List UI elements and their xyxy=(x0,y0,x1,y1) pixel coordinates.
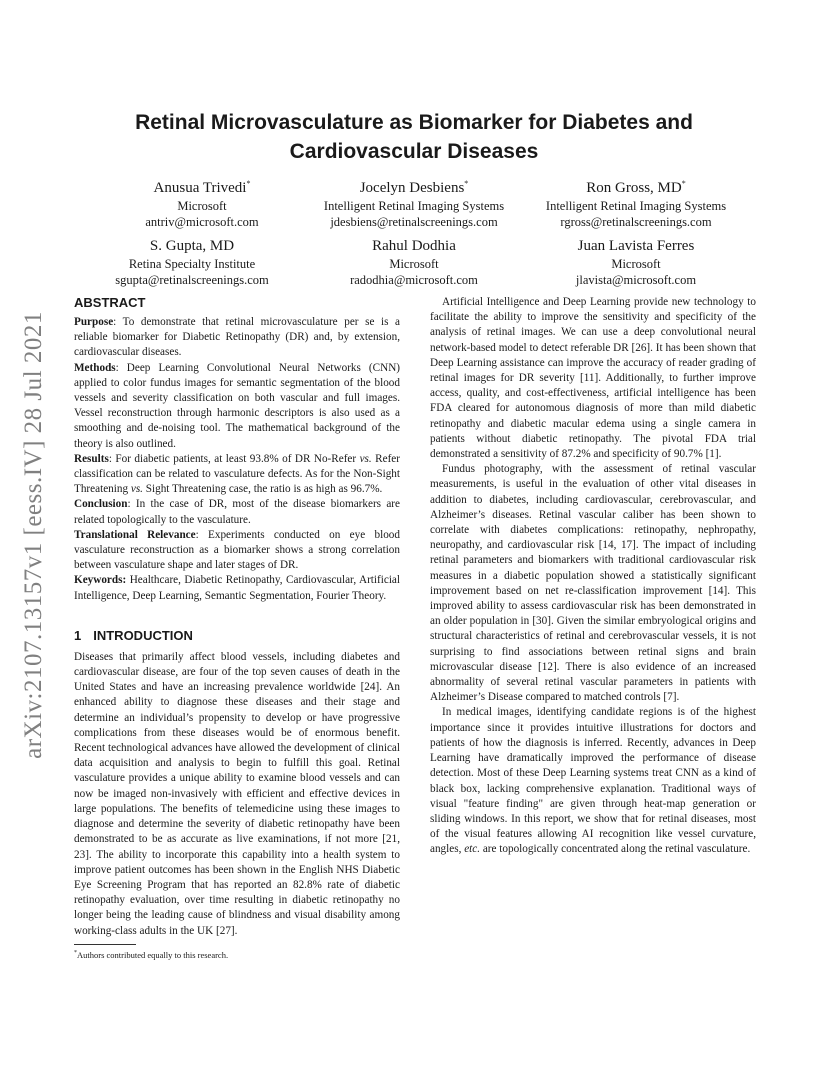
arxiv-stamp-text: arXiv:2107.13157v1 [eess.IV] 28 Jul 2021 xyxy=(20,311,47,759)
equal-contribution-mark: * xyxy=(246,179,251,188)
author-email: antriv@microsoft.com xyxy=(145,215,259,229)
results-vs: vs. xyxy=(359,452,372,465)
relevance-text: : Experiments conducted on eye blood vasculature reconstruction as a biomarker shows a strong correlation between vasculature shape and later stages of DR. xyxy=(74,528,400,572)
intro-paragraph-1: Diseases that primarily affect blood vessels, including diabetes and cardiovascular disease, are four of the top seven causes of death in the United States and have an increasing prevalence worldwide [24]. An enhanced ability to diagnose these diseases and their stage and determine an individual’s propensity to develop or have progressive complications from these diseases would be of enormous benefit. Recent technological advances have allowed the development of clinical data acquisition and analysis to begin to fulfill this goal. Retinal vasculature provides a unique ability to examine blood vessels and can now be imaged non-invasively with efficient and effective devices in large populations. The benefits of telemedicine using these images to diagnose and determine the severity of diabetic retinopathy have been demonstrated to be as accurate as live examinations, if not more [21, 23]. The ability to incorporate this capability into a health system to improve patient outcomes has been shown in the English NHS Diabetic Eye Screening Program that has reported an 82.8% rate of diabetic retinopathy evaluation, over time resulting in diabetic retinopathy no longer being the leading cause of blindness and visual disability among working-class adults in the UK [27]. xyxy=(74,650,400,937)
author-email: sgupta@retinalscreenings.com xyxy=(115,273,269,287)
abstract-results xyxy=(74,452,400,498)
footnote xyxy=(74,948,228,961)
author-name: Jocelyn Desbiens xyxy=(359,180,465,196)
section-heading-introduction xyxy=(74,628,400,644)
section-number: 1 xyxy=(74,627,82,643)
title-line-1: Retinal Microvasculature as Biomarker for Diabetes and xyxy=(135,111,693,134)
paper-title xyxy=(80,108,748,166)
purpose-text: : To demonstrate that retinal microvasculature per se is a reliable biomarker for Diabetic Retinopathy (DR) and, by extension, cardiovascular diseases. xyxy=(74,316,400,359)
author-name: Juan Lavista Ferres xyxy=(577,238,695,254)
keywords-text: Healthcare, Diabetic Retinopathy, Cardiovascular, Artificial Intelligence, Deep Learning, Semantic Segmentation, Fourier Theory. xyxy=(74,574,400,602)
author-affiliation: Retina Specialty Institute xyxy=(128,257,256,271)
methods-label: Methods xyxy=(74,361,116,374)
results-text: : For diabetic patients, at least 93.8% of DR No-Refer xyxy=(108,452,360,465)
author-block xyxy=(72,236,312,288)
results-text: Sight Threatening case, the ratio is as high as 96.7%. xyxy=(142,483,383,496)
intro-paragraph-4-text: In medical images, identifying candidate regions is of the highest importance since it provides intuitive illustrations for doctors and patients of how the diagnosis is inferred. Recently, advances in Deep Learning have dramatically improved the performance of disease detection. Most of these Deep Learning systems treat CNN as a kind of black box, lacking comprehensive explanation. Traditional ways of visual "feature finding" are given through heat-map generation or sliding windows. In this report, we show that for retinal diseases, most of the visual features allowing AI recognition like vessel curvature, angles, xyxy=(430,706,756,856)
author-block xyxy=(294,236,534,288)
author-name: S. Gupta, MD xyxy=(149,238,235,254)
footnote-text: Authors contributed equally to this research. xyxy=(77,949,229,960)
author-email: rgross@retinalscreenings.com xyxy=(560,215,712,229)
author-affiliation: Microsoft xyxy=(177,199,227,213)
footnote-divider xyxy=(74,944,136,945)
equal-contribution-mark: * xyxy=(464,179,469,188)
author-name: Rahul Dodhia xyxy=(372,238,456,254)
methods-text: : Deep Learning Convolutional Neural Networks (CNN) applied to color fundus images for semantic segmentation of the blood vessels and severity classification on both vascular and full images. Vessel reconstruction through harmonic descriptors is also used as a smoothing and de-noising tool. The mathematical background of the theory is also outlined. xyxy=(74,361,400,450)
equal-contribution-mark: * xyxy=(681,179,686,188)
author-name: Anusua Trivedi xyxy=(153,180,247,196)
author-email: jdesbiens@retinalscreenings.com xyxy=(330,215,498,229)
intro-paragraph-4 xyxy=(430,705,756,857)
footnote-mark: * xyxy=(74,950,77,956)
results-text: Refer classification can be related to vasculature defects. As for the Non-Sight Threatening xyxy=(74,452,400,496)
author-email: jlavista@microsoft.com xyxy=(575,273,697,287)
author-block xyxy=(516,174,756,230)
keywords-label: Keywords: xyxy=(74,574,127,587)
abstract-keywords xyxy=(74,573,400,603)
author-affiliation: Microsoft xyxy=(389,257,439,271)
author-affiliation: Microsoft xyxy=(611,257,661,271)
author-block xyxy=(82,174,322,230)
right-column xyxy=(430,295,756,858)
author-name: Ron Gross, MD xyxy=(586,180,682,196)
abstract-methods xyxy=(74,361,400,452)
author-block xyxy=(294,174,534,230)
left-column xyxy=(74,295,400,939)
author-affiliation: Intelligent Retinal Imaging Systems xyxy=(545,199,727,213)
relevance-label: Translational Relevance xyxy=(74,528,196,541)
abstract-purpose xyxy=(74,315,400,361)
results-label: Results xyxy=(74,452,109,465)
abstract-conclusion xyxy=(74,497,400,527)
author-block xyxy=(516,236,756,288)
intro-paragraph-4-text: are topologically concentrated along the retinal vasculature. xyxy=(480,843,751,856)
conclusion-text: : In the case of DR, most of the disease biomarkers are related topologically to the vasculature. xyxy=(74,498,400,526)
arxiv-stamp xyxy=(14,290,54,780)
abstract-heading: ABSTRACT xyxy=(74,295,146,310)
intro-paragraph-2: Artificial Intelligence and Deep Learning provide new technology to facilitate the ability to improve the sensitivity and specificity of the analysis of retinal images. We can use a deep convolutional neural network-based model to detect referable DR [26]. It has been shown that Deep Learning assistance can improve the accuracy of reader grading of retinal images for DR severity [11]. Additionally, to further improve access, quality, and cost-effectiveness, artificial intelligence has been FDA cleared for autonomous diagnosis of more than mild diabetic retinopathy and diabetic macular edema using a single camera in patients without diabetic retinopathy. The pivotal FDA trial demonstrated a sensitivity of 87.2% and specificity of 90.7% [1]. xyxy=(430,296,756,461)
results-vs: vs. xyxy=(130,483,143,496)
etc-italic: etc. xyxy=(464,843,481,856)
conclusion-label: Conclusion xyxy=(74,498,128,511)
author-email: radodhia@microsoft.com xyxy=(350,273,478,287)
purpose-label: Purpose xyxy=(74,316,114,328)
section-title: INTRODUCTION xyxy=(93,627,193,643)
intro-paragraph-3: Fundus photography, with the assessment of retinal vascular measurements, is useful in the evaluation of other vital diseases in addition to diabetes, including cardiovascular, cerebrovascular, and Alzheimer’s diseases. Retinal vascular caliber has been shown to correlate with diabetes complications: retinopathy, nephropathy, neuropathy, and cardiovascular risk [14, 17]. The impact of including retinal parameters and biomarkers with traditional cardiovascular risk measures in a diabetic population showed a statistically significant improvement based on net re-classification improvement [14]. This improved ability to assess cardiovascular risk has been demonstrated in an older population in [30]. Given the similar embryological origins and structural characteristics of retinal and cerebrovascular vessels, it is not surprising to find associations between retinal signs and brain microvascular disease [12]. There is also evidence of an increased abnormality of several retinal vascular parameters in patients with Alzheimer’s Disease compared to matched controls [7]. xyxy=(430,463,756,704)
title-line-2: Cardiovascular Diseases xyxy=(289,140,539,163)
author-affiliation: Intelligent Retinal Imaging Systems xyxy=(323,199,505,213)
abstract-relevance xyxy=(74,528,400,574)
